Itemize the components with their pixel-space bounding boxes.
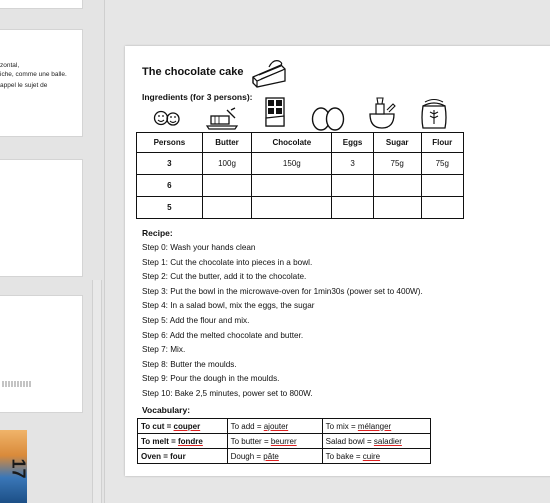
- recipe-heading: Recipe:: [142, 228, 173, 238]
- table-cell[interactable]: [202, 175, 252, 197]
- table-cell[interactable]: 100g: [202, 153, 252, 175]
- table-cell[interactable]: [332, 197, 373, 219]
- page-thumbnail-2[interactable]: [0, 30, 82, 136]
- page-thumbnail-1[interactable]: [0, 0, 82, 8]
- recipe-step: Step 4: In a salad bowl, mix the eggs, the sugar: [142, 301, 315, 311]
- vocab-english: To mix =: [325, 421, 358, 431]
- vocab-english: Salad bowl =: [325, 436, 374, 446]
- table-cell[interactable]: [252, 197, 332, 219]
- table-cell[interactable]: [202, 197, 252, 219]
- butter-dish-icon: [205, 104, 239, 130]
- vocab-cell[interactable]: [138, 449, 228, 464]
- ingredients-heading: Ingredients (for 3 persons):: [142, 92, 253, 102]
- thumb-text-fragment: [2, 381, 32, 387]
- vocab-cell[interactable]: [322, 434, 430, 449]
- recipe-steps-list: [142, 241, 423, 402]
- table-cell[interactable]: 150g: [252, 153, 332, 175]
- recipe-step: Step 0: Wash your hands clean: [142, 243, 256, 252]
- vocab-english: Oven = four: [141, 451, 186, 461]
- table-header-row: [137, 133, 464, 153]
- table-header-cell: Chocolate: [252, 133, 332, 153]
- thumb-line: appel le sujet de: [0, 82, 48, 89]
- table-row: [137, 175, 464, 197]
- recipe-step: Step 2: Cut the butter, add it to the chocolate.: [142, 272, 307, 282]
- persons-faces-icon: [153, 104, 181, 130]
- eggs-icon: [310, 104, 346, 132]
- document-page: [125, 46, 550, 476]
- vocab-english: To butter =: [230, 436, 271, 446]
- recipe-step: Step 5: Add the flour and mix.: [142, 315, 250, 325]
- table-cell[interactable]: [373, 197, 421, 219]
- vocab-english: Dough =: [230, 451, 264, 461]
- table-header-cell: Persons: [137, 133, 203, 153]
- chocolate-bar-icon: [264, 96, 286, 128]
- table-header-cell: Sugar: [373, 133, 421, 153]
- recipe-step: Step 3: Put the bowl in the microwave-oven for 1min30s (power set to 400W).: [142, 286, 423, 296]
- table-row: [137, 197, 464, 219]
- table-cell[interactable]: 5: [137, 197, 203, 219]
- table-header-cell: Butter: [202, 133, 252, 153]
- pane-divider[interactable]: [104, 0, 105, 503]
- table-cell[interactable]: [332, 175, 373, 197]
- ingredients-table: [136, 132, 464, 219]
- page-thumbnail-pane: [0, 0, 104, 503]
- vocab-english: To add =: [230, 421, 264, 431]
- vocab-french: cuire: [362, 451, 381, 461]
- vocab-french: ajouter: [263, 421, 289, 431]
- page-thumbnail-4[interactable]: [0, 296, 82, 412]
- vocab-english: To melt =: [141, 436, 178, 446]
- sugar-bowl-icon: [366, 96, 398, 130]
- table-cell[interactable]: 6: [137, 175, 203, 197]
- recipe-step: Step 10: Bake 2,5 minutes, power set to 800W.: [142, 388, 313, 398]
- table-cell[interactable]: 75g: [421, 153, 463, 175]
- table-cell[interactable]: [421, 197, 463, 219]
- table-cell[interactable]: [373, 175, 421, 197]
- vocab-english: To cut =: [141, 421, 174, 431]
- vocab-cell[interactable]: [227, 434, 322, 449]
- recipe-step: Step 1: Cut the chocolate into pieces in a bowl.: [142, 257, 313, 267]
- vocab-cell[interactable]: [138, 434, 228, 449]
- table-cell[interactable]: 75g: [373, 153, 421, 175]
- vocabulary-heading: Vocabulary:: [142, 405, 191, 415]
- recipe-step: Step 8: Butter the moulds.: [142, 359, 237, 369]
- table-row: [138, 434, 431, 449]
- thumbnail-picture: 17: [0, 430, 27, 503]
- table-row: [138, 449, 431, 464]
- vocab-cell[interactable]: [227, 419, 322, 434]
- table-row: [138, 419, 431, 434]
- recipe-step: Step 9: Pour the dough in the moulds.: [142, 374, 280, 384]
- table-cell[interactable]: [421, 175, 463, 197]
- thumb-line: iche, comme une balle.: [0, 71, 67, 78]
- cake-slice-icon: [251, 55, 289, 89]
- table-cell[interactable]: 3: [332, 153, 373, 175]
- page-thumbnail-3[interactable]: [0, 160, 82, 276]
- vocab-french: fondre: [177, 436, 203, 446]
- table-cell[interactable]: [252, 175, 332, 197]
- table-header-cell: Eggs: [332, 133, 373, 153]
- vocab-cell[interactable]: [138, 419, 228, 434]
- vocab-cell[interactable]: [227, 449, 322, 464]
- table-cell[interactable]: 3: [137, 153, 203, 175]
- vocab-cell[interactable]: [322, 449, 430, 464]
- vocab-french: pâte: [263, 451, 279, 461]
- thumbnail-scrollbar[interactable]: [92, 280, 102, 503]
- vocab-english: To bake =: [325, 451, 363, 461]
- vocab-french: couper: [173, 421, 201, 431]
- vocab-french: mélanger: [357, 421, 392, 431]
- table-row: [137, 153, 464, 175]
- flour-sack-icon: [417, 96, 451, 130]
- vocab-french: saladier: [373, 436, 402, 446]
- thumb-line: zontal,: [0, 62, 20, 69]
- recipe-step: Step 6: Add the melted chocolate and butter.: [142, 330, 304, 340]
- vocab-cell[interactable]: [322, 419, 430, 434]
- table-header-cell: Flour: [421, 133, 463, 153]
- recipe-step: Step 7: Mix.: [142, 345, 186, 355]
- vocab-french: beurrer: [270, 436, 297, 446]
- vocabulary-table: [137, 418, 431, 464]
- page-title: The chocolate cake: [142, 66, 244, 78]
